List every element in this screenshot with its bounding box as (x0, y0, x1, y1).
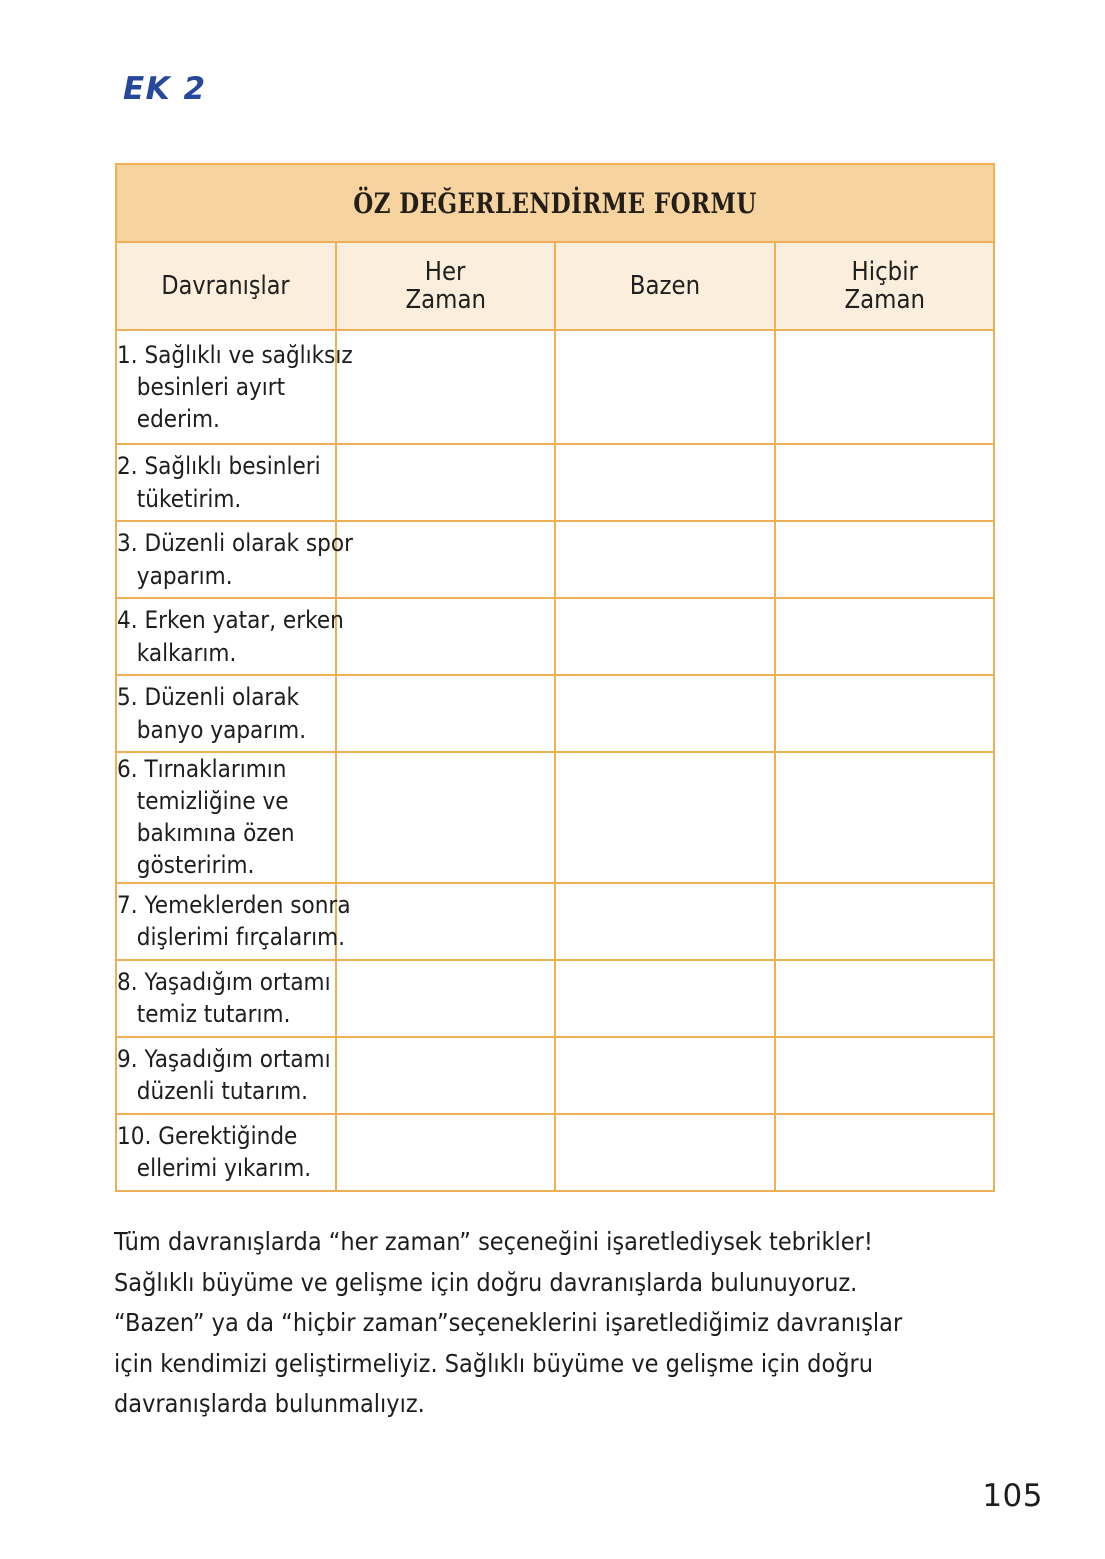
checkbox-cell-never[interactable] (775, 330, 995, 444)
table-row (116, 675, 994, 752)
checkbox-cell-always[interactable] (336, 330, 556, 444)
checkbox-cell-sometimes[interactable] (555, 883, 775, 960)
behavior-text-cell: 1. Sağlıklı ve sağlıksız besinleri ayırt ederim. (116, 330, 336, 444)
checkbox-cell-never[interactable] (775, 521, 995, 598)
page-number: 105 (982, 1478, 1043, 1514)
table-title-row (116, 164, 994, 242)
checkbox-cell-always[interactable] (336, 752, 556, 883)
table-row (116, 330, 994, 444)
checkbox-cell-sometimes[interactable] (555, 330, 775, 444)
note-line: Sağlıklı büyüme ve gelişme için doğru davranışlarda bulunuyoruz. (114, 1267, 858, 1297)
checkbox-cell-never[interactable] (775, 1037, 995, 1114)
table-row (116, 883, 994, 960)
checkbox-cell-never[interactable] (775, 444, 995, 521)
closing-note (114, 1222, 1034, 1425)
behavior-text-cell: 3. Düzenli olarak spor yaparım. (116, 521, 336, 598)
checkbox-cell-sometimes[interactable] (555, 598, 775, 675)
table-row (116, 960, 994, 1037)
checkbox-cell-always[interactable] (336, 1114, 556, 1191)
checkbox-cell-sometimes[interactable] (555, 521, 775, 598)
form-title: ÖZ DEĞERLENDİRME FORMU (353, 186, 757, 220)
checkbox-cell-never[interactable] (775, 598, 995, 675)
table-row (116, 1114, 994, 1191)
checkbox-cell-sometimes[interactable] (555, 1114, 775, 1191)
checkbox-cell-always[interactable] (336, 521, 556, 598)
table-row (116, 1037, 994, 1114)
checkbox-cell-always[interactable] (336, 960, 556, 1037)
behavior-text-cell: 6. Tırnaklarımın temizliğine ve bakımına özen gösteririm. (116, 752, 336, 883)
behavior-text-cell: 4. Erken yatar, erken kalkarım. (116, 598, 336, 675)
behavior-text-cell: 7. Yemeklerden sonra dişlerimi fırçalarım. (116, 883, 336, 960)
checkbox-cell-never[interactable] (775, 675, 995, 752)
table-row (116, 598, 994, 675)
checkbox-cell-sometimes[interactable] (555, 960, 775, 1037)
behavior-text-cell: 2. Sağlıklı besinleri tüketirim. (116, 444, 336, 521)
table-row (116, 521, 994, 598)
checkbox-cell-never[interactable] (775, 883, 995, 960)
checkbox-cell-never[interactable] (775, 752, 995, 883)
note-line: Tüm davranışlarda “her zaman” seçeneğini işaretlediysek tebrikler! (114, 1227, 873, 1256)
note-line: için kendimizi geliştirmeliyiz. Sağlıklı büyüme ve gelişme için doğru (114, 1348, 874, 1378)
note-line: “Bazen” ya da “hiçbir zaman”seçeneklerini işaretlediğimiz davranışlar (114, 1308, 903, 1337)
behavior-text-cell: 5. Düzenli olarak banyo yaparım. (116, 675, 336, 752)
table-row (116, 444, 994, 521)
checkbox-cell-sometimes[interactable] (555, 444, 775, 521)
checkbox-cell-always[interactable] (336, 1037, 556, 1114)
checkbox-cell-sometimes[interactable] (555, 675, 775, 752)
checkbox-cell-never[interactable] (775, 960, 995, 1037)
column-header-behaviors: Davranışlar (116, 242, 336, 330)
note-line: davranışlarda bulunmalıyız. (114, 1389, 425, 1418)
column-header-always: Her Zaman (336, 242, 556, 330)
column-header-sometimes: Bazen (555, 242, 775, 330)
table-row (116, 752, 994, 883)
checkbox-cell-always[interactable] (336, 883, 556, 960)
behavior-text-cell: 10. Gerektiğinde ellerimi yıkarım. (116, 1114, 336, 1191)
behavior-text-cell: 8. Yaşadığım ortamı temiz tutarım. (116, 960, 336, 1037)
checkbox-cell-always[interactable] (336, 598, 556, 675)
checkbox-cell-sometimes[interactable] (555, 752, 775, 883)
annex-label: EK 2 (123, 71, 207, 107)
checkbox-cell-sometimes[interactable] (555, 1037, 775, 1114)
column-header-never: Hiçbir Zaman (775, 242, 995, 330)
behavior-text-cell: 9. Yaşadığım ortamı düzenli tutarım. (116, 1037, 336, 1114)
checkbox-cell-always[interactable] (336, 675, 556, 752)
form-title-cell (116, 164, 994, 242)
checkbox-cell-never[interactable] (775, 1114, 995, 1191)
table-header-row (116, 242, 994, 330)
self-assessment-form-table (115, 163, 995, 1192)
checkbox-cell-always[interactable] (336, 444, 556, 521)
